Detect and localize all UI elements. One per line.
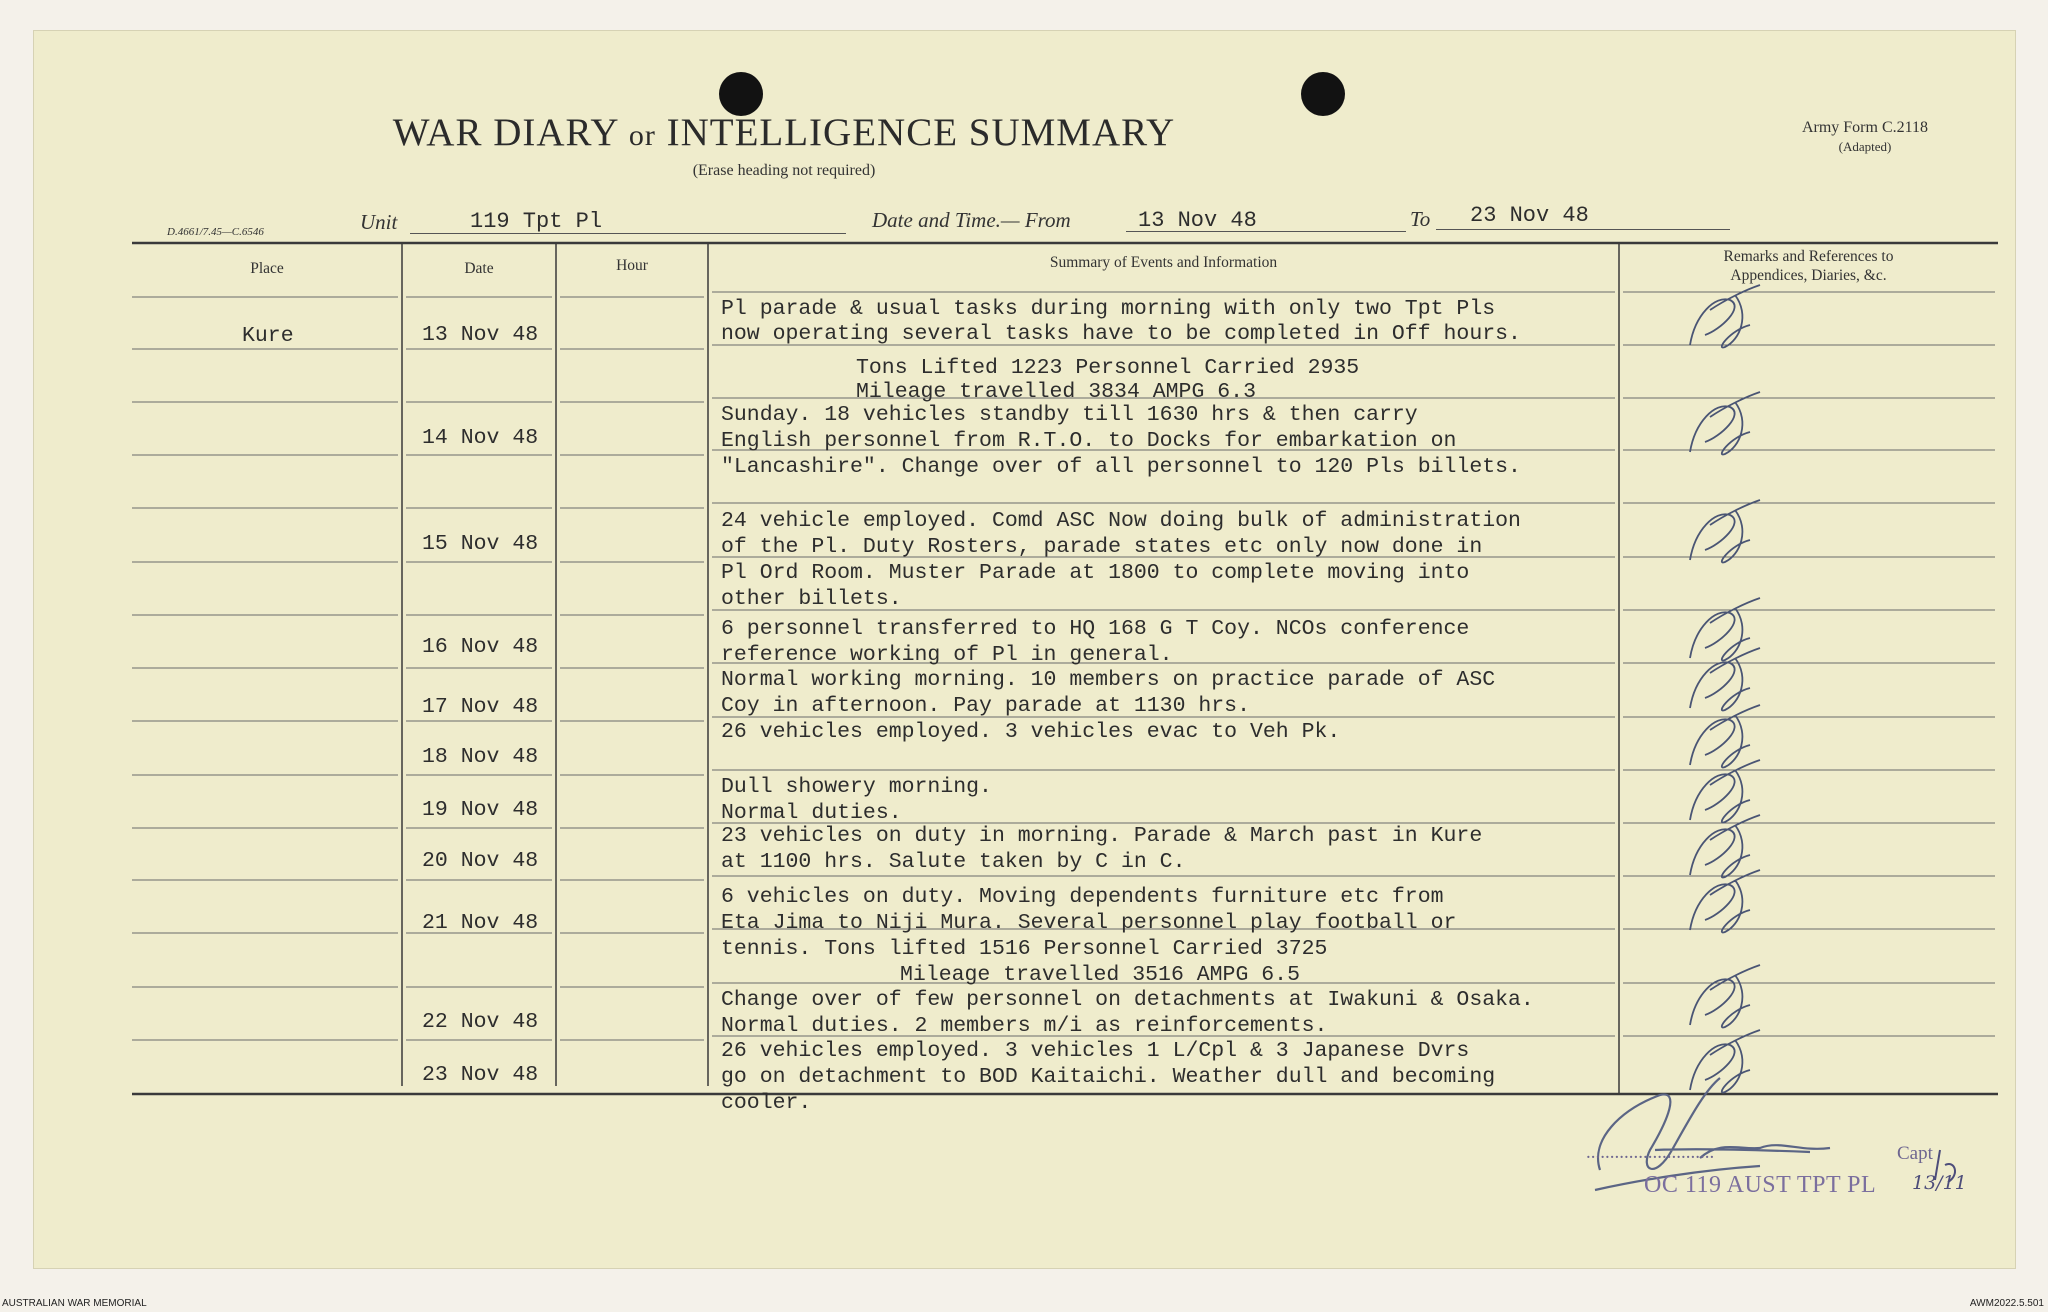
summary-line: English personnel from R.T.O. to Docks for embarkation on bbox=[721, 429, 1457, 453]
to-label: To bbox=[1410, 207, 1431, 231]
summary-line: Normal duties. 2 members m/i as reinforcements. bbox=[721, 1014, 1328, 1038]
header-hour: Hour bbox=[616, 257, 648, 274]
entry-date: 15 Nov 48 bbox=[422, 532, 539, 556]
archive-reference: AWM2022.5.501 bbox=[1969, 1298, 2044, 1309]
summary-line: Normal working morning. 10 members on practice parade of ASC bbox=[721, 668, 1496, 692]
entry-date: 17 Nov 48 bbox=[422, 695, 539, 719]
summary-line: Coy in afternoon. Pay parade at 1130 hrs. bbox=[721, 694, 1250, 718]
header-place: Place bbox=[250, 260, 284, 277]
summary-line: tennis. Tons lifted 1516 Personnel Carried 3725 bbox=[721, 937, 1328, 961]
form-code: D.4661/7.45—C.6546 bbox=[167, 226, 264, 238]
header-remarks-line2: Appendices, Diaries, &c. bbox=[1730, 267, 1887, 284]
header-remarks-line1: Remarks and References to bbox=[1723, 248, 1894, 265]
summary-line: 24 vehicle employed. Comd ASC Now doing bulk of administration bbox=[721, 509, 1521, 533]
army-form-note: (Adapted) bbox=[1838, 139, 1892, 154]
entry-date: 23 Nov 48 bbox=[422, 1063, 539, 1087]
officer-stamp: OC 119 AUST TPT PL bbox=[1644, 1172, 1877, 1198]
signature-dots: ........................... bbox=[1586, 1142, 1715, 1163]
summary-line: cooler. bbox=[721, 1091, 812, 1115]
form-subtitle: (Erase heading not required) bbox=[692, 162, 876, 179]
to-value: 23 Nov 48 bbox=[1470, 203, 1589, 228]
summary-line: Tons Lifted 1223 Personnel Carried 2935 bbox=[856, 356, 1360, 380]
title-or: or bbox=[628, 119, 656, 152]
summary-line: Mileage travelled 3834 AMPG 6.3 bbox=[856, 380, 1256, 404]
summary-line: 26 vehicles employed. 3 vehicles evac to Veh Pk. bbox=[721, 720, 1341, 744]
summary-line: 6 vehicles on duty. Moving dependents furniture etc from bbox=[721, 885, 1444, 909]
place-value: Kure bbox=[242, 324, 294, 348]
summary-line: "Lancashire". Change over of all personnel to 120 Pls billets. bbox=[721, 455, 1521, 479]
summary-line: Normal duties. bbox=[721, 801, 902, 825]
header-date: Date bbox=[464, 260, 494, 277]
summary-line: Pl Ord Room. Muster Parade at 1800 to complete moving into bbox=[721, 561, 1470, 585]
entry-date: 18 Nov 48 bbox=[422, 745, 539, 769]
summary-line: now operating several tasks have to be completed in Off hours. bbox=[721, 322, 1521, 346]
summary-line: Change over of few personnel on detachments at Iwakuni & Osaka. bbox=[721, 988, 1534, 1012]
entry-date: 16 Nov 48 bbox=[422, 635, 539, 659]
entry-date: 20 Nov 48 bbox=[422, 849, 539, 873]
unit-label: Unit bbox=[360, 210, 398, 234]
date-time-label: Date and Time.— From bbox=[872, 208, 1071, 232]
entry-date: 19 Nov 48 bbox=[422, 798, 539, 822]
summary-line: Pl parade & usual tasks during morning with only two Tpt Pls bbox=[721, 297, 1496, 321]
header-summary: Summary of Events and Information bbox=[1049, 254, 1278, 271]
summary-line: at 1100 hrs. Salute taken by C in C. bbox=[721, 850, 1186, 874]
summary-line: Sunday. 18 vehicles standby till 1630 hrs & then carry bbox=[721, 403, 1418, 427]
summary-line: 26 vehicles employed. 3 vehicles 1 L/Cpl & 3 Japanese Dvrs bbox=[721, 1039, 1470, 1063]
entry-date: 22 Nov 48 bbox=[422, 1010, 539, 1034]
signature-date: 13/11 bbox=[1912, 1172, 1967, 1194]
summary-line: Eta Jima to Niji Mura. Several personnel play football or bbox=[721, 911, 1457, 935]
army-form-number: Army Form C.2118 bbox=[1801, 119, 1929, 136]
summary-line: other billets. bbox=[721, 587, 902, 611]
title-part1: WAR DIARY bbox=[392, 111, 619, 154]
summary-line: 6 personnel transferred to HQ 168 G T Coy. NCOs conference bbox=[721, 617, 1470, 641]
entry-date: 14 Nov 48 bbox=[422, 426, 539, 450]
summary-line: reference working of Pl in general. bbox=[721, 643, 1173, 667]
signature-rank: Capt bbox=[1897, 1143, 1933, 1164]
entry-date: 13 Nov 48 bbox=[422, 323, 539, 347]
title-part2: INTELLIGENCE SUMMARY bbox=[666, 111, 1176, 154]
unit-value: 119 Tpt Pl bbox=[470, 209, 603, 234]
entry-date: 21 Nov 48 bbox=[422, 911, 539, 935]
summary-line: go on detachment to BOD Kaitaichi. Weather dull and becoming bbox=[721, 1065, 1496, 1089]
summary-line: 23 vehicles on duty in morning. Parade & March past in Kure bbox=[721, 824, 1483, 848]
summary-line: Mileage travelled 3516 AMPG 6.5 bbox=[900, 963, 1300, 987]
summary-line: of the Pl. Duty Rosters, parade states etc only now done in bbox=[721, 535, 1483, 559]
from-value: 13 Nov 48 bbox=[1138, 208, 1257, 233]
archive-credit: AUSTRALIAN WAR MEMORIAL bbox=[2, 1298, 147, 1309]
summary-line: Dull showery morning. bbox=[721, 775, 992, 799]
